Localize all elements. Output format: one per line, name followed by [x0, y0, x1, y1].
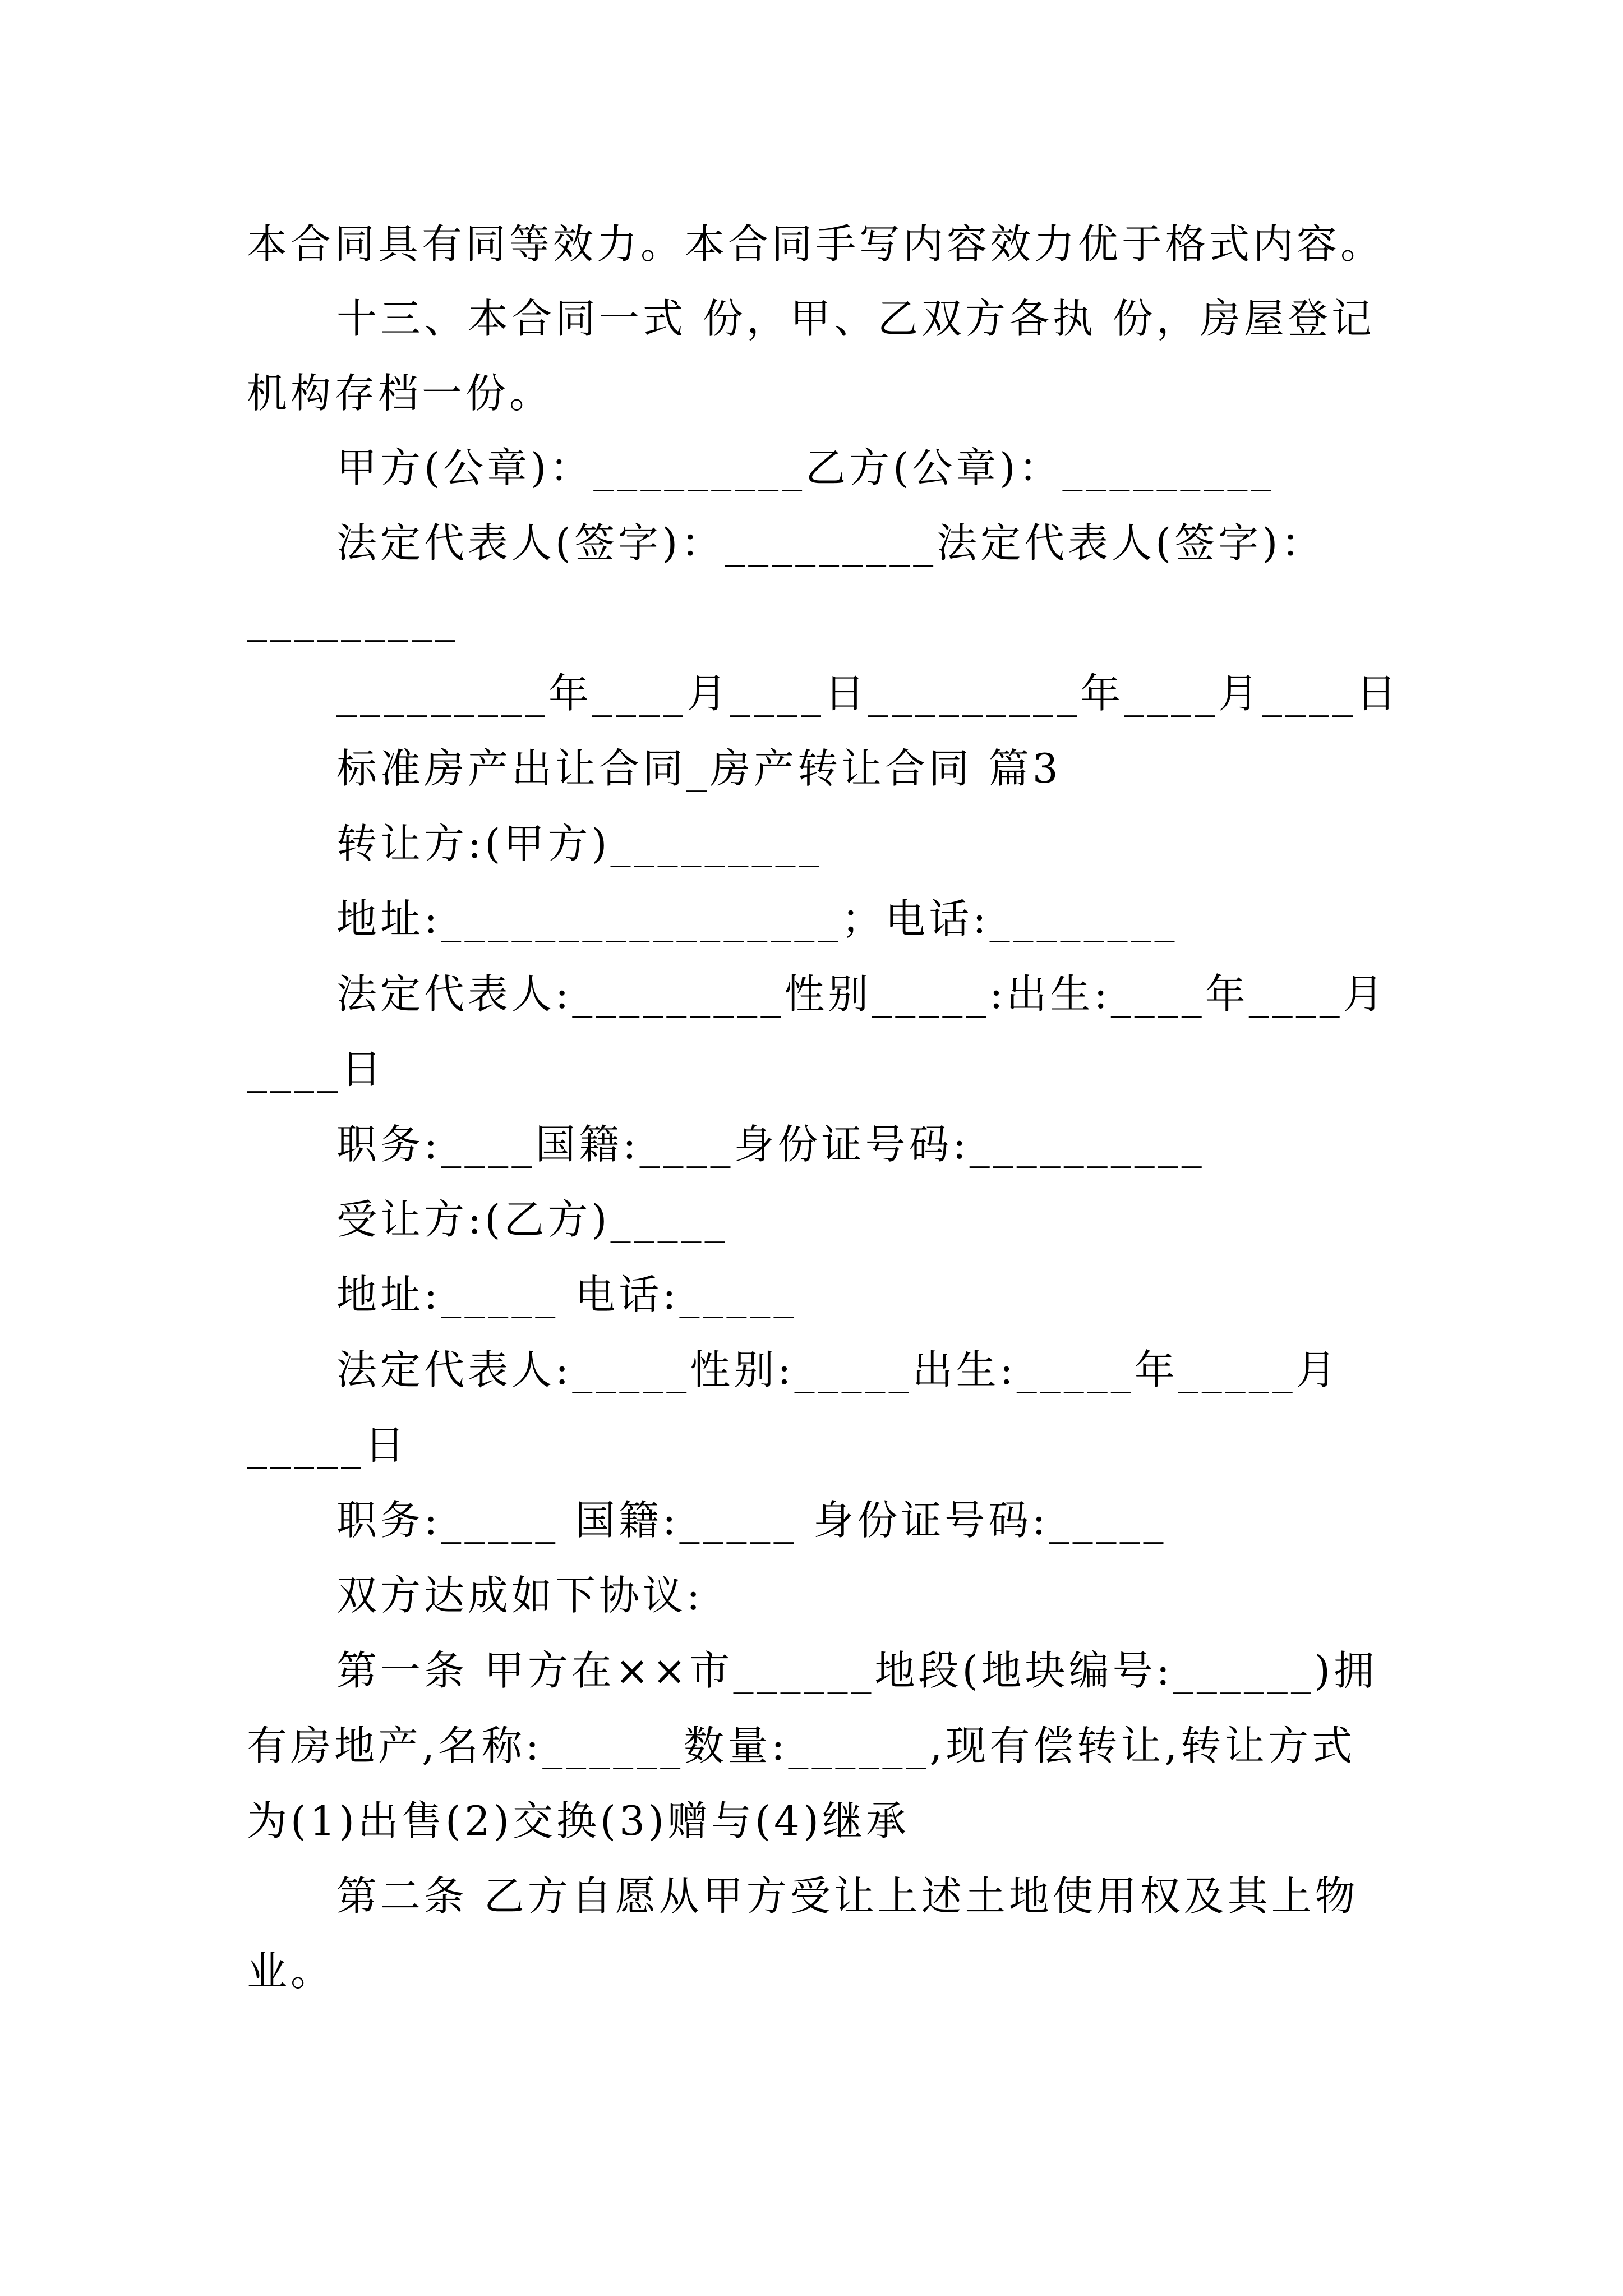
text-line: _________: [247, 595, 459, 642]
text-line: ____日: [247, 1046, 385, 1093]
address-phone-line: 地址:_____ 电话:_____: [336, 1271, 797, 1318]
article-one-cont: 为(1)出售(2)交换(3)赠与(4)继承: [247, 1797, 910, 1844]
text-line: 十三、本合同一式 份，甲、乙双方各执 份，房屋登记: [336, 295, 1375, 342]
text-line: 本合同具有同等效力。本合同手写内容效力优于格式内容。: [247, 220, 1385, 268]
article-two-cont: 业。: [247, 1948, 335, 1995]
position-line: 职务:_____ 国籍:_____ 身份证号码:_____: [336, 1497, 1167, 1544]
transferee-line: 受让方:(乙方)_____: [336, 1196, 728, 1243]
address-phone-line: 地址:_________________；电话:________: [336, 895, 1178, 942]
date-line: _________年____月____日_________年____月____日: [336, 670, 1400, 717]
signature-line-seal: 甲方(公章)：_________乙方(公章)：_________: [336, 444, 1275, 491]
text-line: 机构存档一份。: [247, 370, 554, 417]
article-two: 第二条 乙方自愿从甲方受让上述土地使用权及其上物: [336, 1872, 1359, 1920]
signature-line-representative: 法定代表人(签字)：_________法定代表人(签字)：: [336, 519, 1325, 567]
agreement-intro: 双方达成如下协议:: [336, 1572, 704, 1619]
transferor-line: 转让方:(甲方)_________: [336, 820, 823, 867]
section-heading: 标准房产出让合同_房产转让合同 篇3: [336, 745, 1062, 792]
representative-line: 法定代表人:_________性别_____:出生:____年____月: [336, 970, 1387, 1018]
article-one: 第一条 甲方在××市______地段(地块编号:______)拥: [336, 1647, 1377, 1694]
position-line: 职务:____国籍:____身份证号码:__________: [336, 1121, 1205, 1168]
text-line: _____日: [247, 1421, 409, 1469]
article-one-cont: 有房地产,名称:______数量:______,现有偿转让,转让方式: [247, 1722, 1356, 1769]
representative-line: 法定代表人:_____性别:_____出生:_____年_____月: [336, 1346, 1340, 1393]
